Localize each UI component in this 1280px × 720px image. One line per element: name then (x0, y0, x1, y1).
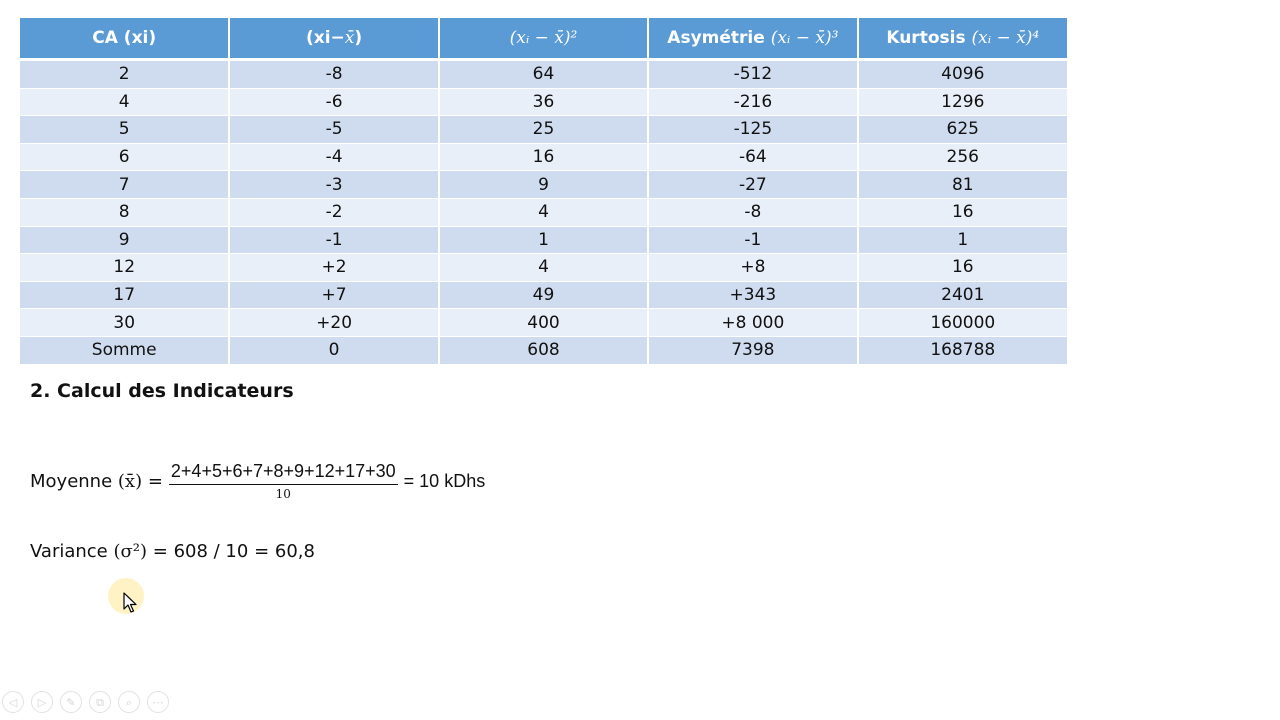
table-row (20, 88, 1067, 116)
next-slide-icon[interactable]: ▷ (31, 691, 53, 713)
header-squared-deviation (439, 18, 648, 60)
table-cell: 9 (20, 226, 229, 254)
table-cell: -3 (229, 171, 438, 199)
table-cell: 168788 (858, 336, 1067, 364)
table-row (20, 226, 1067, 254)
table-cell: -6 (229, 88, 438, 116)
header-math: (xᵢ − x̄)³ (770, 28, 839, 48)
table-cell: -125 (648, 116, 857, 144)
table-cell: 36 (439, 88, 648, 116)
table-row (20, 60, 1067, 89)
header-math: (xᵢ − x̄)² (509, 28, 578, 48)
table-cell: +343 (648, 281, 857, 309)
table-cell: -4 (229, 143, 438, 171)
variance-label: Variance (30, 541, 114, 562)
zoom-icon[interactable]: ⌕ (118, 691, 140, 713)
table-cell: +7 (229, 281, 438, 309)
mean-formula (30, 456, 485, 506)
header-text-after: ) (354, 28, 363, 48)
table-cell: -512 (648, 60, 857, 89)
table-sum-row (20, 336, 1067, 364)
mean-label: Moyenne (30, 470, 118, 492)
table-cell: -1 (229, 226, 438, 254)
table-cell: 7398 (648, 336, 857, 364)
table-header-row (20, 18, 1067, 60)
more-options-icon[interactable]: ⋯ (147, 691, 169, 713)
table-cell: +8 000 (648, 309, 857, 337)
table-cell: 7 (20, 171, 229, 199)
slideshow-toolbar (2, 691, 169, 713)
table-body (20, 60, 1067, 365)
table-cell: -1 (648, 226, 857, 254)
slides-grid-icon[interactable]: ⧉ (89, 691, 111, 713)
mouse-cursor-icon (123, 592, 137, 614)
table-row (20, 198, 1067, 226)
header-text: Asymétrie (667, 28, 771, 48)
mean-equals: = (142, 470, 163, 492)
header-asymmetry (648, 18, 857, 60)
table-cell: -27 (648, 171, 857, 199)
table-cell: 4 (20, 88, 229, 116)
statistics-table (20, 18, 1067, 365)
table-cell: 16 (858, 198, 1067, 226)
table-cell: Somme (20, 336, 229, 364)
header-deviation (229, 18, 438, 60)
previous-slide-icon[interactable]: ◁ (2, 691, 24, 713)
table-cell: 30 (20, 309, 229, 337)
header-text: Kurtosis (886, 28, 972, 48)
table-row (20, 171, 1067, 199)
table-cell: 4 (439, 198, 648, 226)
table-row (20, 143, 1067, 171)
header-text: CA (xi) (92, 28, 157, 48)
table-cell: +20 (229, 309, 438, 337)
table-cell: 81 (858, 171, 1067, 199)
pen-icon[interactable]: ✎ (60, 691, 82, 713)
table-cell: 1296 (858, 88, 1067, 116)
mean-fraction (169, 461, 398, 501)
table-cell: -8 (229, 60, 438, 89)
table-cell: -2 (229, 198, 438, 226)
header-text: (xi− (305, 28, 345, 48)
header-math: x̄ (344, 28, 355, 48)
header-ca-xi (20, 18, 229, 60)
variance-formula (30, 541, 315, 562)
variance-symbol: (σ²) (113, 541, 148, 562)
table-cell: 256 (858, 143, 1067, 171)
header-kurtosis (858, 18, 1067, 60)
table-cell: 400 (439, 309, 648, 337)
table-cell: 0 (229, 336, 438, 364)
mean-denominator: 10 (275, 487, 291, 501)
mean-numerator: 2+4+5+6+7+8+9+12+17+30 (169, 461, 398, 485)
table-cell: 1 (439, 226, 648, 254)
table-cell: 9 (439, 171, 648, 199)
table-row (20, 281, 1067, 309)
table-cell: 49 (439, 281, 648, 309)
table-cell: 6 (20, 143, 229, 171)
table-cell: 16 (858, 254, 1067, 282)
table-cell: 4096 (858, 60, 1067, 89)
table-cell: 2401 (858, 281, 1067, 309)
table-cell: -216 (648, 88, 857, 116)
table-cell: 1 (858, 226, 1067, 254)
table-row (20, 116, 1067, 144)
table-cell: 12 (20, 254, 229, 282)
table-cell: 8 (20, 198, 229, 226)
table-cell: 64 (439, 60, 648, 89)
table-cell: 4 (439, 254, 648, 282)
table-cell: +8 (648, 254, 857, 282)
table-cell: 16 (439, 143, 648, 171)
table-cell: 608 (439, 336, 648, 364)
table-cell: +2 (229, 254, 438, 282)
table-cell: -5 (229, 116, 438, 144)
table-cell: 625 (858, 116, 1067, 144)
table-cell: 17 (20, 281, 229, 309)
mean-result: = 10 kDhs (403, 470, 486, 491)
table-cell: 5 (20, 116, 229, 144)
table-cell: 2 (20, 60, 229, 89)
section-heading: 2. Calcul des Indicateurs (30, 380, 294, 402)
table-row (20, 254, 1067, 282)
table-cell: 25 (439, 116, 648, 144)
header-math: (xᵢ − x̄)⁴ (971, 28, 1040, 48)
table-row (20, 309, 1067, 337)
mean-symbol: (x̄) (117, 470, 143, 492)
variance-expression: = 608 / 10 = 60,8 (147, 541, 315, 562)
table-cell: 160000 (858, 309, 1067, 337)
table-cell: -8 (648, 198, 857, 226)
table-cell: -64 (648, 143, 857, 171)
